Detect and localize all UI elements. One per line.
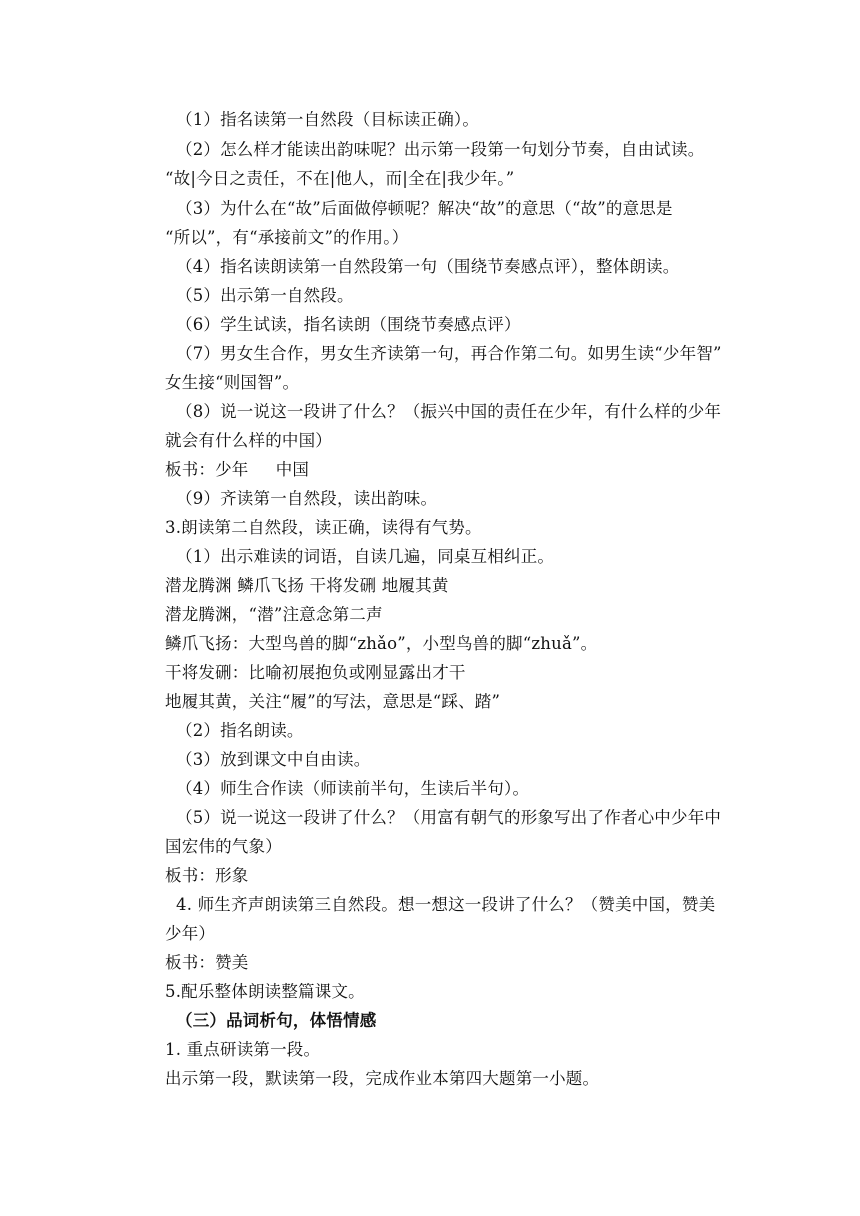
board-note: 板书：少年 中国	[165, 460, 310, 479]
vocabulary-list: 潜龙腾渊 鳞爪飞扬 干将发硎 地履其黄	[165, 576, 449, 595]
text-line: （8）说一说这一段讲了什么？（振兴中国的责任在少年，有什么样的少年	[176, 402, 722, 421]
text-line: （9）齐读第一自然段，读出韵味。	[176, 489, 438, 508]
section-heading: （三）品词析句，体悟情感	[176, 1011, 377, 1030]
text-line: 少年）	[165, 924, 216, 943]
text-line: （5）说一说这一段讲了什么？（用富有朝气的形象写出了作者心中少年中	[176, 808, 722, 827]
text-line: （6）学生试读，指名读朗（围绕节奏感点评）	[176, 315, 521, 334]
text-line: （4）指名读朗读第一自然段第一句（围绕节奏感点评），整体朗读。	[176, 257, 680, 276]
text-line: （2）怎么样才能读出韵味呢？出示第一段第一句划分节奏，自由试读。	[176, 140, 705, 159]
text-line: 1. 重点研读第一段。	[165, 1040, 321, 1059]
text-line: 4. 师生齐声朗读第三自然段。想一想这一段讲了什么？（赞美中国，赞美	[176, 895, 716, 914]
text-line: （3）为什么在“故”后面做停顿呢？解决“故”的意思（“故”的意思是	[176, 199, 673, 218]
text-line: （7）男女生合作，男女生齐读第一句，再合作第二句。如男生读“少年智”	[176, 344, 722, 363]
text-line: 潜龙腾渊，“潜”注意念第二声	[165, 605, 383, 624]
section-heading: 3.朗读第二自然段，读正确，读得有气势。	[165, 518, 482, 537]
text-line: 地履其黄，关注“履”的写法，意思是“踩、踏”	[165, 692, 501, 711]
text-line: 女生接“则国智”。	[165, 373, 300, 392]
text-line: （2）指名朗读。	[176, 721, 304, 740]
text-line: 鳞爪飞扬：大型鸟兽的脚“zhǎo”，小型鸟兽的脚“zhuǎ”。	[165, 634, 598, 653]
text-line: “故|今日之责任，不在|他人，而|全在|我少年。”	[165, 169, 515, 188]
text-line: 国宏伟的气象）	[165, 837, 282, 856]
text-line: 就会有什么样的中国）	[165, 431, 332, 450]
text-line: （3）放到课文中自由读。	[176, 750, 371, 769]
board-note: 板书：形象	[165, 866, 249, 885]
text-line: 干将发硎：比喻初展抱负或刚显露出才干	[165, 663, 466, 682]
text-line: （5）出示第一自然段。	[176, 286, 354, 305]
text-line: （1）出示难读的词语，自读几遍，同桌互相纠正。	[176, 547, 555, 566]
text-line: （4）师生合作读（师读前半句，生读后半句）。	[176, 779, 530, 798]
text-line: “所以”，有“承接前文”的作用。）	[165, 228, 409, 247]
text-line: （1）指名读第一自然段（目标读正确）。	[176, 110, 480, 129]
board-note: 板书：赞美	[165, 953, 249, 972]
text-line: 出示第一段，默读第一段，完成作业本第四大题第一小题。	[165, 1069, 600, 1088]
text-line: 5.配乐整体朗读整篇课文。	[165, 982, 365, 1001]
